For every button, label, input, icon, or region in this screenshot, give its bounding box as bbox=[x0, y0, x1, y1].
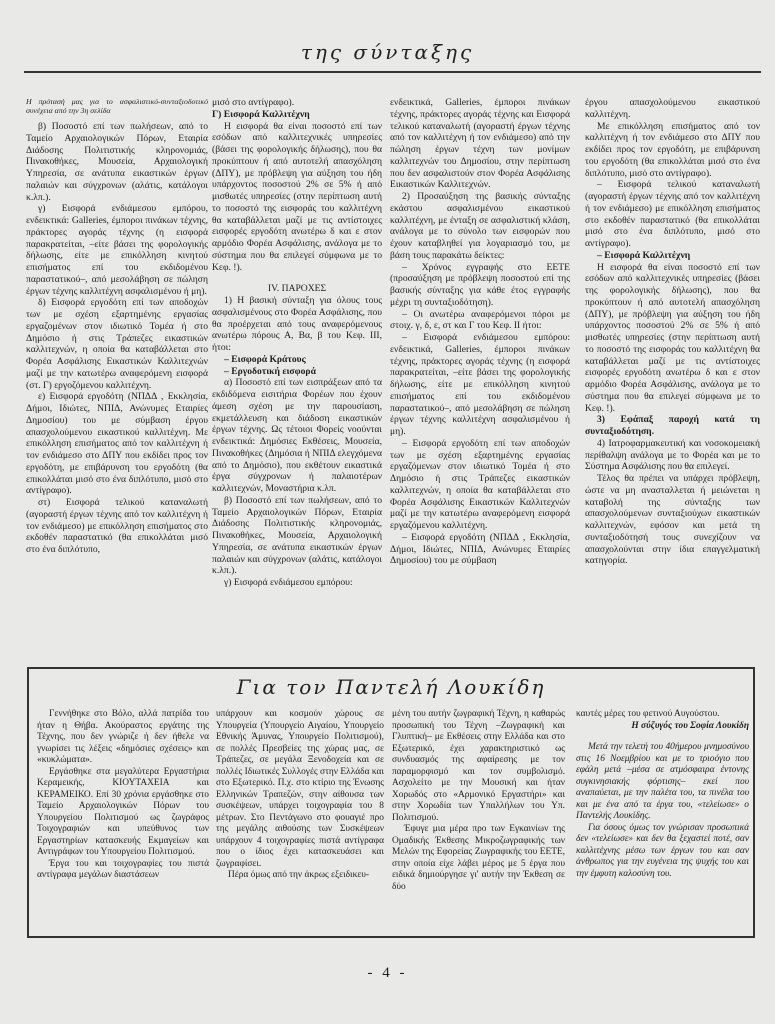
paragraph: Έργα του και τοιχογραφίες του πιστά αντίγραφα μεγάλων διαστάσεων bbox=[37, 858, 209, 880]
section-heading: Γ) Εισφορά Καλλιτέχνη bbox=[212, 108, 310, 120]
paragraph: Η εισφορά θα είναι ποσοστό επί των εσόδων από καλλιτεχνικές υπηρεσίες (βάσει της φορολογικής δήλωσης), που θα προκύπτουν ή από αυτοτελή απασχόληση (ΔΠΥ), με πρόβλεψη για αύξηση του ήδη υπάρχοντος ποσοστού 2% σε 5% ή από μισθωτές υπηρεσίες (στην περίπτωση αυτή το ποσοστό της εισφοράς του καλλιτέχνη θα καταβάλλεται μαζί με τις αντίστοιχες εισφορές εργοδότη ανωτέρω δ και ε στον αρμόδιο Φορέα Ασφάλισης, ανάλογα με το σύστημα που θα επιλεγεί σύμφωνα με το Κεφ. !). bbox=[585, 261, 760, 414]
section-title: IV. ΠΑΡΟΧΕΣ bbox=[267, 283, 327, 295]
paragraph: γ) Εισφορά ενδιάμεσου εμπόρου: bbox=[224, 577, 353, 588]
paragraph: β) Ποσοστό επί των πωλήσεων, από το Ταμείο Αρχαιολογικών Πόρων, Εταιρία Διάδοσης Πολιτιστικής κληρονομιάς, Πινακοθήκες, Μουσεία, Αρχαιολογική Υπηρεσία, σε ανάτυπα εικαστικών έργων παλαιών και σύγχρονων (αλάτις, κατάλογοι κ.λπ.). bbox=[26, 121, 208, 203]
page-number: - 4 - bbox=[367, 965, 408, 981]
text-column-4 bbox=[585, 97, 760, 567]
obituary-column-2 bbox=[216, 709, 384, 882]
paragraph: Πέρα όμως από την άκρως εξειδικευ- bbox=[228, 870, 369, 880]
paragraph: Εργάσθηκε στα μεγαλύτερα Εργαστήρια Κεραμεικής, ΚΙΟΥΤΑΧΕΙΑ και ΚΕΡΑΜΕΙΚΟ. Επί 30 χρόνια εργάσθηκε στο Ταμείο Αρχαιολογικών Πόρων του Υπουργείου Πολιτισμού ως ζωγράφος Τοιχογραφιών και υπεύθυνος των Εργαστηρίων κατασκευής Εκμαγείων και Αντιγράφων του Υπουργείου Πολιτισμού. bbox=[37, 766, 209, 857]
header-divider bbox=[24, 71, 761, 73]
paragraph: μένη του αυτήν ζωγραφική Τέχνη, η καθαρώς προσωπική του Τέχνη –Ζωγραφική και Γλυπτική– με Εκθέσεις στην Ελλάδα και στο Εξωτερικό, έχει χαρακτηριστικό ως συνδυασμός της αφαίρεσης με τον παραμορφισμό και τον συμβολισμό. Ασχολείτο με την Μουσική και ήταν Χορωδός στο «Αρμονικό Εργαστήρι» και στην Χορωδία των Υπαλλήλων του Υπ. Πολιτισμού. bbox=[392, 709, 565, 823]
paragraph: Για όσους όμως τον γνώρισαν προσωπικά δεν «τελείωσε» και δεν θα ξεχαστεί ποτέ, σαν καλλιτέχνης μέσω των έργων του και σαν άνθρωπος για την ευγένεια της ψυχής του και την έμφυτη καλοσύνη του. bbox=[576, 822, 749, 879]
paragraph: – Οι ανωτέρω αναφερόμενοι πόροι με στοιχ. γ, δ, ε, στ και Γ του Κεφ. ΙΙ ήτοι: bbox=[390, 308, 570, 332]
paragraph: υπάρχουν και κοσμούν χώρους σε Υπουργεία (Υπουργείο Αιγαίου, Υπουργείο Εθνικής Άμυνας, Υπουργείο Πολιτισμού), σε πολλές Πρεσβείες της χώρας μας, σε Τράπεζες, σε μεγάλα Ξενοδοχεία και σε πολλές Ιδιωτικές Συλλογές στην Ελλάδα και στο Εξωτερικό. Π.χ. στο κτίριο της Ένωσης Ελληνικών Τραπεζών, στην αίθουσα των συσκέψεων, υπάρχει τοιχογραφία του 8 μέτρων. Στο Πεντάγωνο στο φουαγιέ προ της μεγάλης αιθούσης των Συσκέψεων υπάρχουν 4 τοιχογραφίες πιστά αντίγραφα που ο ίδιος έχει κατασκευάσει και ζωγραφίσει. bbox=[216, 709, 384, 869]
subheading: – Εργοδοτική εισφορά bbox=[224, 365, 316, 377]
paragraph: ενδεικτικά, Galleries, έμποροι πινάκων τέχνης, πράκτορες αγοράς τέχνης και Εισφορά τελικού καταναλωτή (αγοραστή έργων τέχνης από τον καλλιτέχνη ή τον ενδιάμεσο) από την πώληση έργων τέχνη των μονίμων καλλιτεχνών του Δημοσίου, στην περίπτωση που δεν ασφαλιστούν στον Φορέα Ασφάλισης Εικαστικών Καλλιτεχνών. bbox=[390, 97, 570, 191]
text-column-1 bbox=[26, 97, 208, 556]
paragraph: 2) Προσαύξηση της βασικής σύνταξης εκάστου ασφαλισμένου εικαστικού καλλιτέχνη, με ένταξη σε ασφαλιστική κλάση, ανάλογα με το σύνολο των εισφορών που έχουν καταβληθεί για λογαριασμό του, με βάση τους παρακάτω δείκτες: bbox=[390, 191, 570, 261]
paragraph: Μετά την τελετή του 40ήμερου μνημοσύνου στις 16 Νοεμβρίου και με το τριοόγιο που εφάλη μετά –μέσα σε ατμόσφαιρα έντονης συγκινησιακής φόρτισης– εκεί που αναπαύεται, με την παλέτα του, τα πινέλα του και με ένα από τα έργα του, «τελείωσε» ο Παντελής Λουκίδης. bbox=[576, 742, 749, 821]
subheading: 3) Εφάπαξ παροχή κατά τη συνταξιοδότηση. bbox=[585, 414, 760, 437]
paragraph: – Χρόνος εγγραφής στο ΕΕΤΕ (προσαύξηση με πρόβλεψη ποσοστού επί της βασικής σύνταξης για κάθε έτος εγγραφής μέχρι τη συνταξιοδότηση). bbox=[390, 261, 570, 308]
paragraph: Γεννήθηκε στο Βόλο, αλλά πατρίδα του ήταν η Θήβα. Ακούραστος εργάτης της Τέχνης, που δεν γνώριζε ή δεν ήθελε να γνωρίσει τις λέξεις «δημόσιες σχέσεις» και «κυκλώματα». bbox=[37, 709, 209, 765]
paragraph: 1) Η βασική σύνταξη για όλους τους ασφαλισμένους στο Φορέα Ασφάλισης, που θα προέρχεται από τους αναφερόμενους ανωτέρω πόρους Α, Βα, β του Κεφ. ΙΙΙ, ήτοι: bbox=[212, 295, 382, 353]
paragraph: – Εισφορά ενδιάμεσου εμπόρου: ενδεικτικά, Galleries, έμποροι πινάκων τέχνης, πράκτορες αγοράς τέχνης (η εισφορά παρακρατείται, –είτε βάσει της φορολογικής δήλωσης, είτε με επικόλληση κινητού επισήματος επί του εκδιδομένου παραστατικού–, από μεσολάβηση σε πώληση έργων τέχνης καλλιτέχνη ασφαλισμένου ή μη). bbox=[390, 332, 570, 437]
subheading: – Εισφορά Καλλιτέχνη bbox=[597, 249, 691, 261]
obituary-column-3 bbox=[392, 709, 565, 893]
paragraph: έργου απασχολούμενου εικαστικού καλλιτέχνη. bbox=[585, 97, 760, 120]
obituary-column-1 bbox=[37, 709, 209, 882]
text-column-3 bbox=[390, 97, 570, 567]
paragraph: καυτές μέρες του φετινού Αυγούστου. bbox=[576, 709, 720, 719]
continuation-note: Η πρότασή μας για το ασφαλιστικό-συνταξιοδοτικό συνέχεια από την 3η σελίδα bbox=[26, 97, 208, 115]
signature: Η σύζυγός του Σοφία Λουκίδη bbox=[631, 720, 749, 731]
paragraph: Η εισφορά θα είναι ποσοστό επί των εσόδων από καλλιτεχνικές υπηρεσίες (βάσει της φορολογικής δήλωσης), που θα προκύπτουν ή από αυτοτελή απασχόληση (ΔΠΥ), με πρόβλεψη για αύξηση του ήδη υπάρχοντος ποσοστού 2% σε 5% ή από μισθωτές υπηρεσίες (στην περίπτωση αυτή το ποσοστό της εισφοράς του καλλιτέχνη θα καταβάλλεται μαζί με τις αντίστοιχες εισφορές εργοδότη ανωτέρω δ και ε στον αρμόδιο Φορέα Ασφάλισης, ανάλογα με το σύστημα που θα επιλεγεί σύμφωνα με το Κεφ. !). bbox=[212, 120, 382, 273]
paragraph: – Εισφορά τελικού καταναλωτή (αγοραστή έργων τέχνης από τον καλλιτέχνη ή τον ενδιάμεσο) με επικόλληση επισήματος στο εκδοθέν παραστατικό (θα επικολλάται μισό στο ένα διπλότυπο, μισό στο αντίγραφο). bbox=[585, 179, 760, 249]
obituary-box bbox=[27, 667, 755, 938]
obituary-column-4 bbox=[576, 709, 749, 880]
page-header-title: της σύνταξης bbox=[300, 40, 475, 64]
paragraph: ε) Εισφορά εργοδότη (ΝΠΔΔ , Εκκλησία, Δήμοι, Ιδιώτες, ΝΠΙΔ, Ανώνυμες Εταιρίες Δημοσίου) του με σύμβαση έργου απασχολούμενου εικαστικού καλλιτέχνη. Με επικόλληση επισήματος από τον καλλιτέχνη ή τον ενδιάμεσο στο ΔΠΥ που εκδίδει προς τον εργοδότη, με επιβάρυνση του εργοδότη (θα επικολλάται μισό στο ένα διπλότυπο, μισό στο αντίγραφο). bbox=[26, 391, 208, 497]
paragraph: στ) Εισφορά τελικού καταναλωτή (αγοραστή έργων τέχνης από τον καλλιτέχνη ή τον ενδιάμεσο) με επικόλληση επισήματος στο εκδοθέν παραστατικό (θα επικολλάται μισό στο ένα διπλότυπο, bbox=[26, 497, 208, 555]
paragraph: γ) Εισφορά ενδιάμεσου εμπόρου, ενδεικτικά: Galleries, έμποροι πινάκων τέχνης, πράκτορες αγοράς τέχνης (η εισφορά παρακρατείται, –είτε βάσει της φορολογικής δήλωσης, είτε με επικόλληση κινητού επισήματος επί του εκδιδομένου παραστατικού–, από μεσολάβηση σε πώληση έργων τέχνης καλλιτέχνη ασφαλισμένου ή μη). bbox=[26, 203, 208, 297]
subheading: 4) Ιατροφαρμακευτική και νοσοκομειακή περίθαλψη ανάλογα με το Φορέα και με το Σύστημα Ασφάλισης που θα επιλεγεί. bbox=[585, 437, 760, 473]
paragraph: δ) Εισφορά εργοδότη επί των αποδοχών των με σχέση εξαρτημένης εργασίας εργαζομένων στον ιδιωτικό Τομέα ή στο Δημόσιο ή στις Τράπεζες εικαστικών καλλιτεχνών, η οποία θα καταβάλλεται στο Φορέα Ασφάλισης Εικαστικών Καλλιτεχνών μαζί με την κατωτέρω αναφερόμενη εισφορά (στ. Γ) εργοζόμενου καλλιτέχνη. bbox=[26, 297, 208, 391]
paragraph: α) Ποσοστό επί των εισπράξεων από τα εκδιδόμενα εισιτήρια Φορέων που έχουν άμεση σχέση με την παρουσίαση, εκμετάλλευση και διάδοση εικαστικών έργων τέχνης. Ως τέτοιοι Φορείς νοούνται ενδεικτικά: Δημόσιες Εκθέσεις, Μουσεία, Πινακοθήκες (Δημόσια ή ΝΠΙΔ ελεγχόμενα από το Δημόσιο), που εκθέτουν εικαστικά έργα σύγχρονων ή παλαιοτέρων καλλιτεχνών, Μοναστήρια κ.λπ. bbox=[212, 377, 382, 494]
subheading: – Εισφορά Κράτους bbox=[224, 353, 306, 365]
paragraph: Έφυγε μια μέρα προ των Εγκαινίων της Ομαδικής Έκθεσης Μικροζωγραφικής των Μελών της Εφορείας Ζωγραφικής του ΕΕΤΕ, στην οποία είχε λάβει μέρος με 5 έργα που ειδικά δημιούργησε γι' αυτήν την Έκθεση σε δύο bbox=[392, 824, 565, 892]
paragraph: Τέλος θα πρέπει να υπάρχει πρόβλεψη, ώστε να μη ανασταλλεται ή μειώνεται η καταβολή της σύνταξης των απασχολούμενων συνταξιούχων εικαστικών καλλιτεχνών, εφόσον και μετά τη συνταξιοδότησή τους συνεχίζουν να απασχολούνται στην ίδια επαγγελματική κατηγορία. bbox=[585, 473, 760, 567]
obituary-title: Για τον Παντελή Λουκίδη bbox=[236, 675, 546, 699]
paragraph: – Εισφορά εργοδότη (ΝΠΔΔ , Εκκλησία, Δήμοι, Ιδιώτες, ΝΠΙΔ, Ανώνυμες Εταιρίες Δημοσίου) του με σύμβαση bbox=[390, 531, 570, 567]
paragraph: Με επικόλληση επισήματος από τον καλλιτέχνη ή τον ενδιάμεσο στο ΔΠΥ που εκδίδει προς τον εργοδότη, με επιβάρυνση του εργοδότη (θα επικολλάται μισό στο ένα διπλότυπο, μισό στο αντίγραφο). bbox=[585, 120, 760, 179]
text-column-2 bbox=[212, 97, 382, 589]
paragraph: β) Ποσοστό επί των πωλήσεων, από το Ταμείο Αρχαιολογικών Πόρων, Εταιρία Διάδοσης Πολιτιστικής κληρονομιάς, Πινακοθήκες, Μουσεία, Αρχαιολογική Υπηρεσία, σε ανάτυπα εικαστικών έργων παλαιών και σύγχρονων (αλάτις, κατάλογοι κ.λπ.). bbox=[212, 494, 382, 577]
paragraph: μισό στο αντίγραφο). bbox=[212, 97, 295, 108]
paragraph: – Εισφορά εργοδότη επί των αποδοχών των με σχέση εξαρτημένης εργασίας εργαζόμενων στον ιδιωτικό Τομέα ή στο Δημόσιο ή στις Τράπεζες εικαστικών καλλιτεχνών, η οποία θα καταβάλλεται στο Φορέα Ασφάλισης Εικαστικών Καλλιτεχνών μαζί με την κατωτέρω αναφερόμενη εισφορά εργαζόμενου καλλιτέχνη. bbox=[390, 437, 570, 531]
